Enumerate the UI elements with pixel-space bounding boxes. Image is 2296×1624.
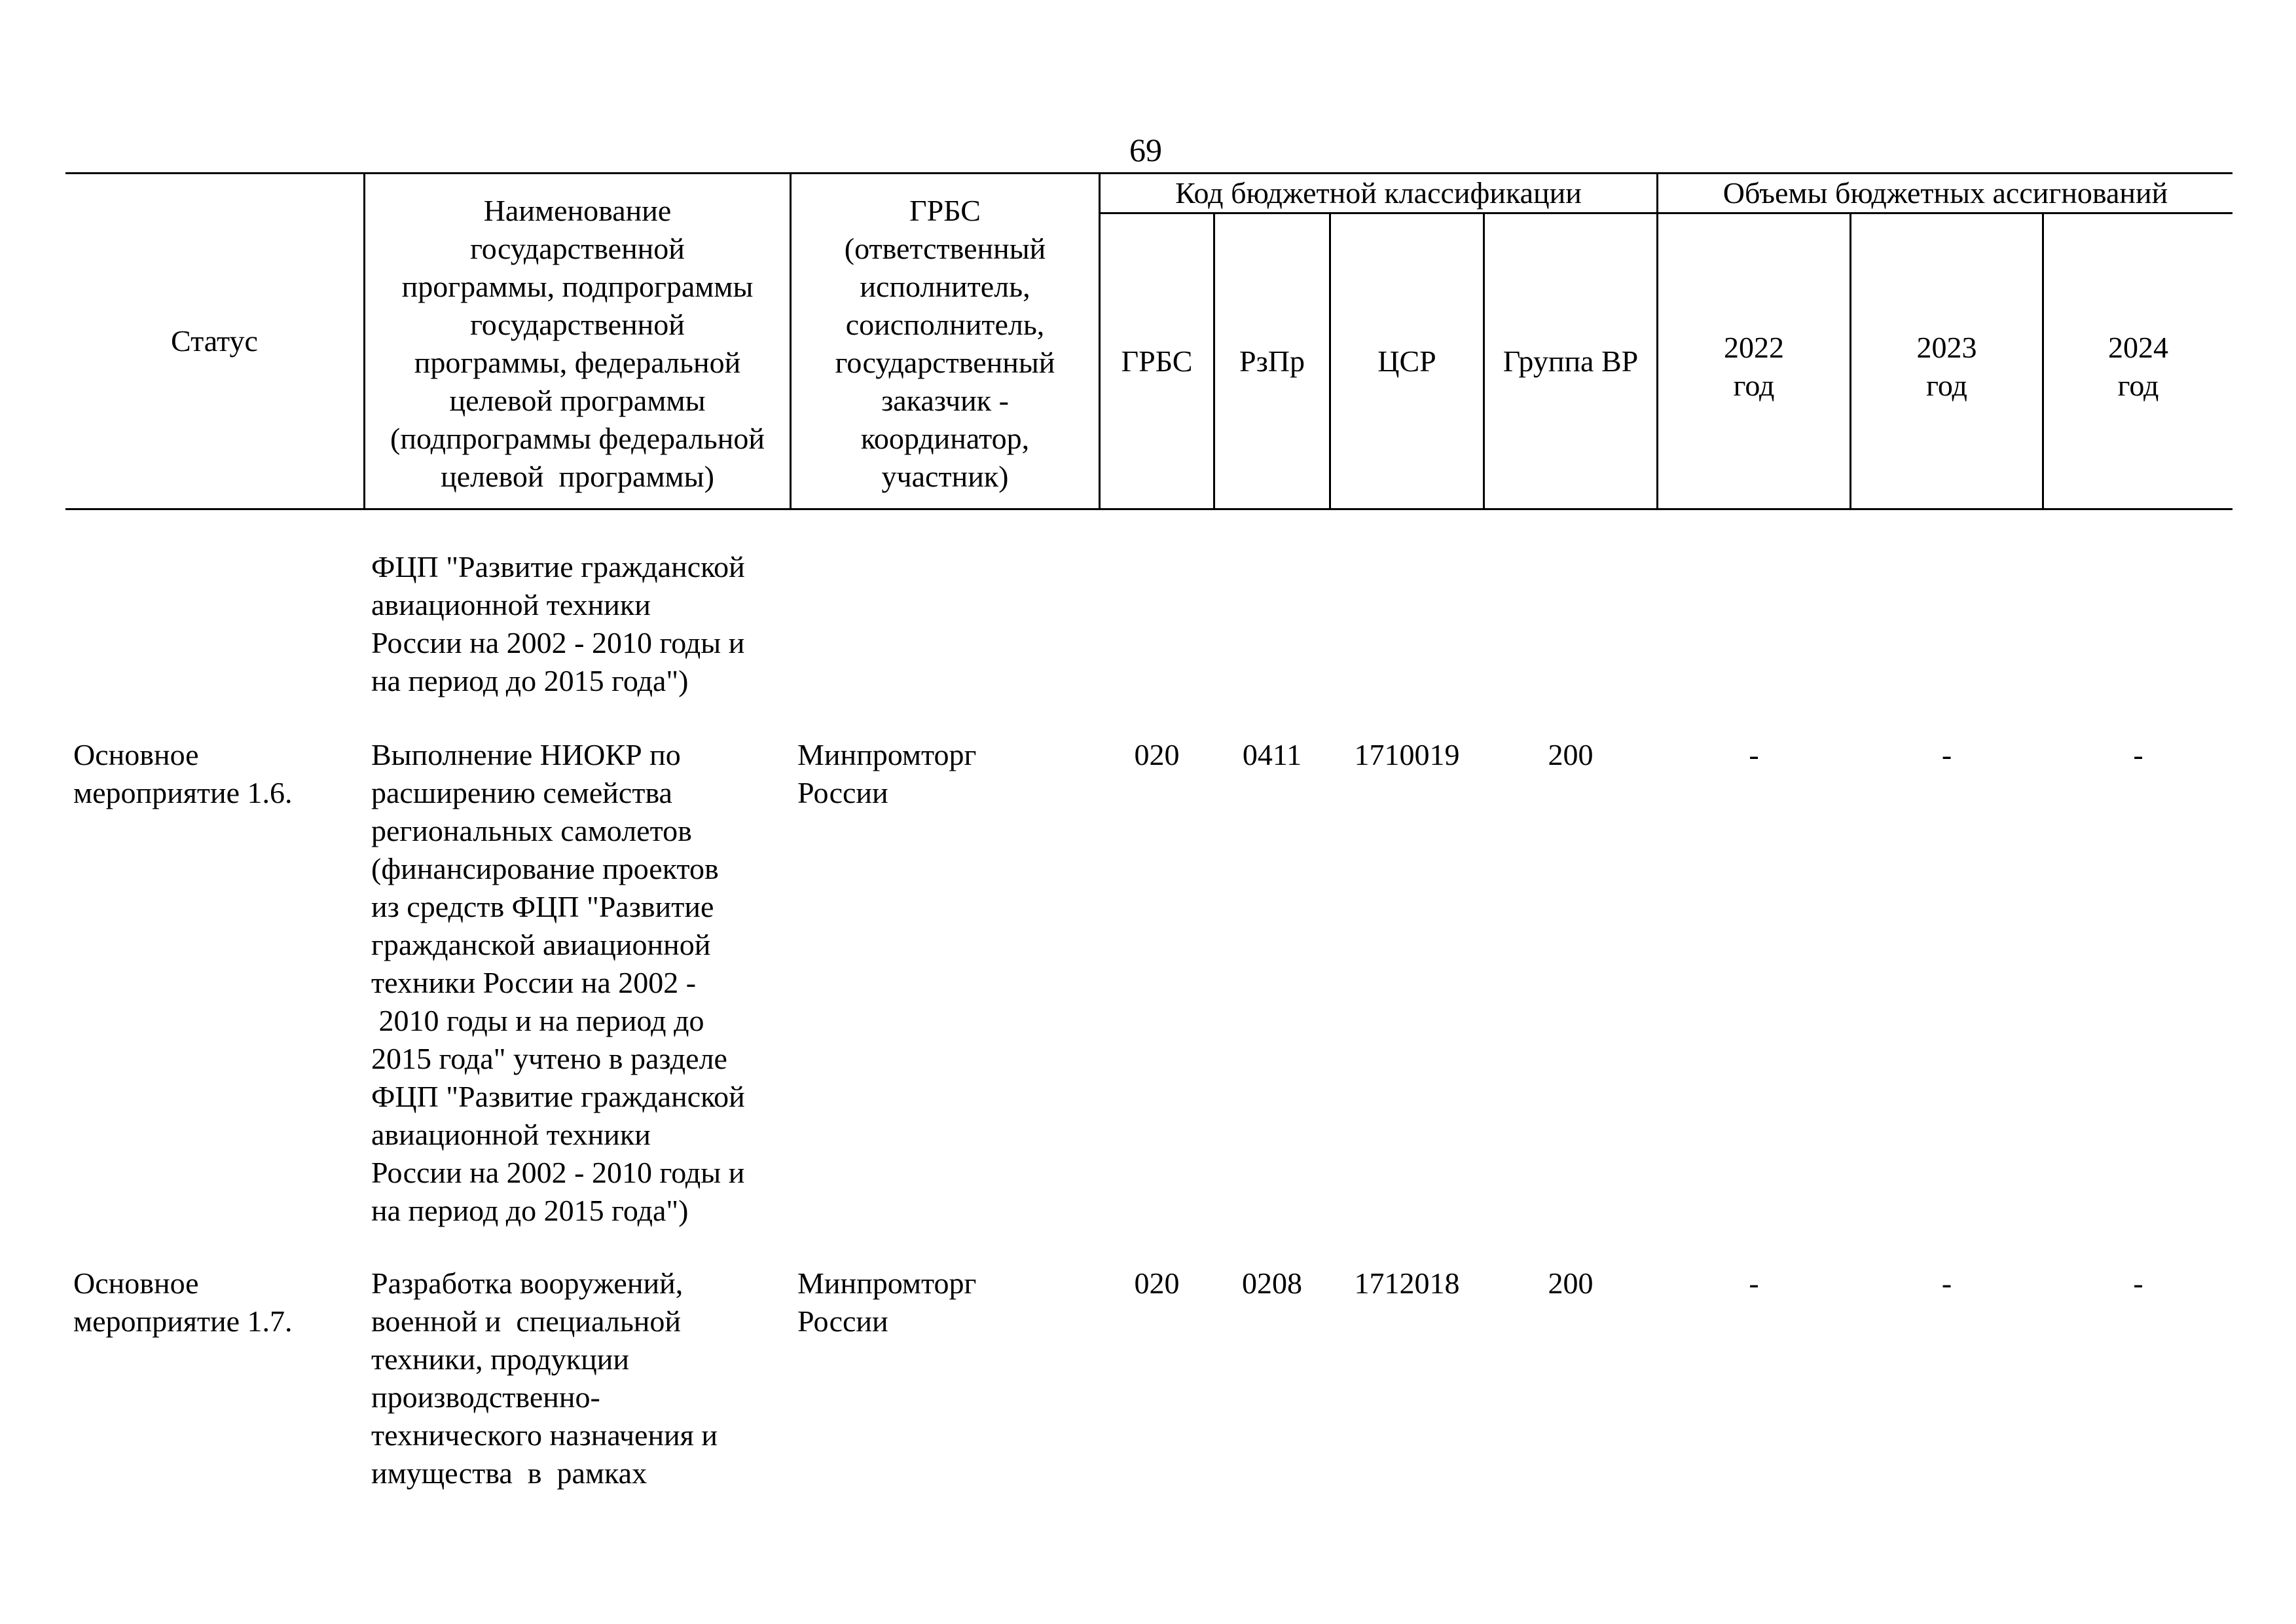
row-grbs: 020	[1134, 1266, 1180, 1300]
header-bottom-rule	[65, 508, 2232, 510]
header-group-vr: Группа ВР	[1503, 344, 1639, 378]
row-rzpr: 0208	[1242, 1266, 1302, 1300]
header-grbs-responsible: ГРБС (ответственный исполнитель, соисполнитель, государственный заказчик - координатор, участник)	[835, 194, 1055, 493]
row-grbs: 020	[1134, 738, 1180, 771]
row-group-vr: 200	[1548, 738, 1594, 771]
header-budget-code: Код бюджетной классификации	[1175, 176, 1582, 210]
header-year-2024: 2024 год	[2108, 331, 2168, 402]
header-year-2022: 2022 год	[1724, 331, 1784, 402]
row-program-name: Выполнение НИОКР по расширению семейства региональных самолетов (финансирование проектов из средств ФЦП "Развитие гражданской авиационной техники России на 2002 - 2010 годы и на период до 2015 года" учтено в разделе ФЦП "Развитие гражданской авиационной техники России на 2002 - 2010 годы и на период до 2015 года")	[371, 738, 745, 1227]
row-2022: -	[1749, 738, 1759, 771]
header-rzpr: РзПр	[1239, 344, 1305, 378]
row-csr: 1710019	[1354, 738, 1460, 771]
header-grbs: ГРБС	[1121, 344, 1193, 378]
header-year-2023: 2023 год	[1916, 331, 1977, 402]
header-csr: ЦСР	[1377, 344, 1436, 378]
row-grbs-responsible: Минпромторг России	[797, 1266, 977, 1338]
row-status: Основное мероприятие 1.7.	[73, 1266, 293, 1338]
row-2023: -	[1941, 1266, 1952, 1300]
row-2024: -	[2133, 738, 2143, 771]
row-csr: 1712018	[1354, 1266, 1460, 1300]
row-status: Основное мероприятие 1.6.	[73, 738, 293, 809]
header-status: Статус	[171, 324, 258, 358]
page-number: 69	[1129, 132, 1162, 168]
row-rzpr: 0411	[1242, 738, 1302, 771]
row-program-name: Разработка вооружений, военной и специальной техники, продукции производственно- технического назначения и имущества в рамках	[371, 1266, 718, 1490]
header-budget-volumes: Объемы бюджетных ассигнований	[1722, 176, 2168, 210]
row-grbs-responsible: Минпромторг России	[797, 738, 977, 809]
continuation-name: ФЦП "Развитие гражданской авиационной техники России на 2002 - 2010 годы и на период до 2015 года")	[371, 550, 745, 697]
row-2023: -	[1941, 738, 1952, 771]
row-2024: -	[2133, 1266, 2143, 1300]
row-2022: -	[1749, 1266, 1759, 1300]
header-program-name: Наименование государственной программы, подпрограммы государственной программы, федеральной целевой программы (подпрограммы федеральной целевой программы)	[390, 194, 765, 493]
row-group-vr: 200	[1548, 1266, 1594, 1300]
